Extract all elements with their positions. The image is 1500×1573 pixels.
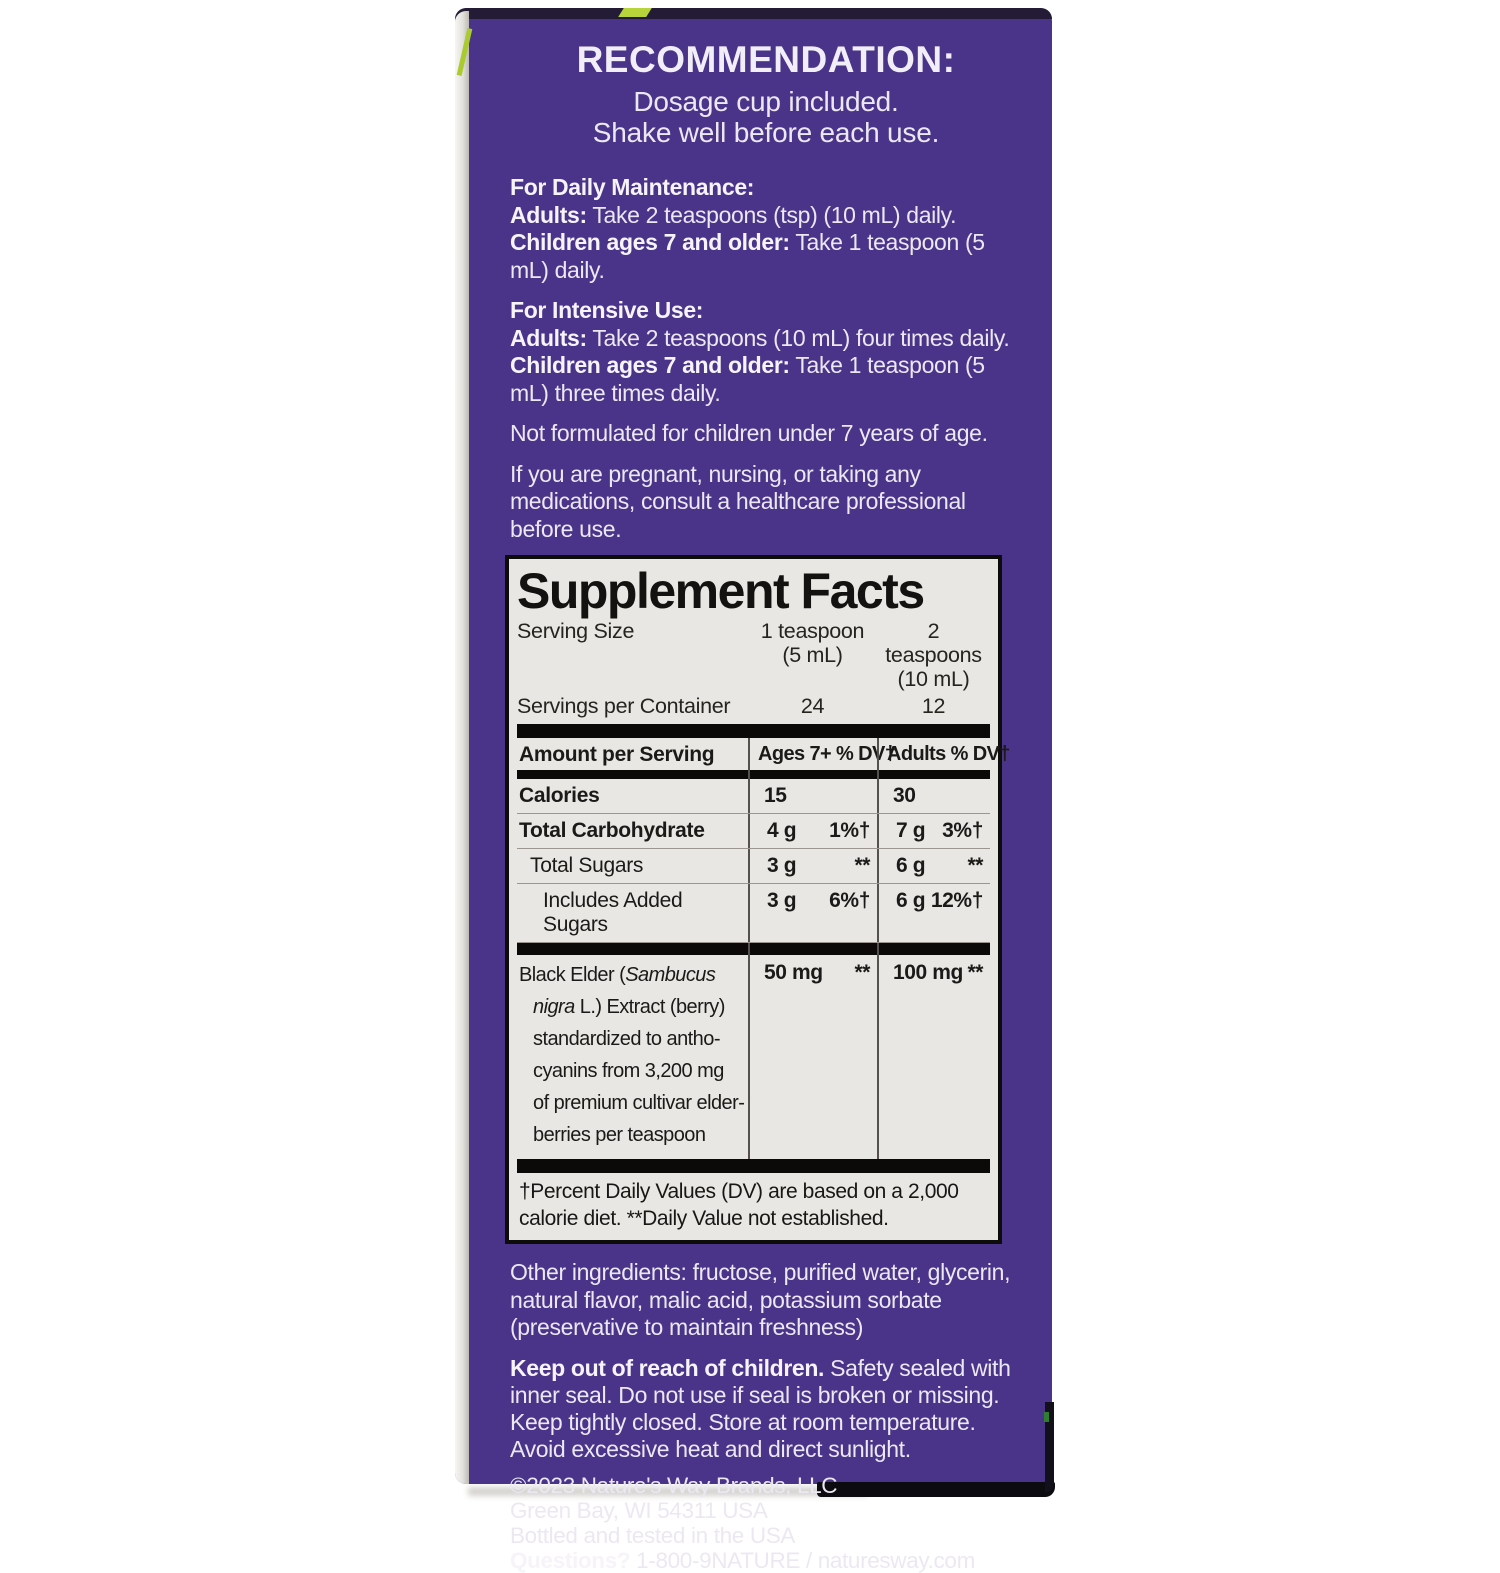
age-restriction-note: Not formulated for children under 7 years of age. [510, 420, 988, 446]
serving-size-label: Serving Size [517, 619, 635, 643]
bottom-divider-bar [517, 1159, 990, 1173]
facts-row-total-carbohydrate: Total Carbohydrate 4 g 1%† 7 g 3%† [517, 814, 990, 849]
facts-row-calories: Calories 15 30 [517, 779, 990, 814]
daily-children-label: Children ages 7 and older: [510, 229, 790, 255]
amount-per-serving-header: Amount per Serving [519, 743, 715, 766]
mid-divider-row [517, 943, 990, 955]
keep-out-of-reach-label: Keep out of reach of children. [510, 1354, 825, 1381]
intensive-use-title: For Intensive Use: [510, 297, 704, 323]
serving-size-col2: 2 teaspoons (10 mL) [885, 619, 982, 691]
product-box-panel [455, 8, 1052, 1573]
questions-line [510, 1548, 1022, 1573]
daily-adults-text: Take 2 teaspoons (tsp) (10 mL) daily. [586, 201, 957, 228]
supplement-facts-title: Supplement Facts [517, 563, 924, 619]
daily-value-footnote: †Percent Daily Values (DV) are based on a 2,000 calorie diet. **Daily Value not established. [519, 1180, 959, 1230]
dosage-cup-note: Dosage cup included. [633, 86, 899, 117]
other-ingredients-text: fructose, purified water, glycerin, natural flavor, malic acid, potassium sorbate (preservative to maintain freshness) [510, 1259, 1011, 1340]
thick-divider-bar [517, 724, 990, 738]
intensive-adults-text: Take 2 teaspoons (10 mL) four times daily. [586, 324, 1010, 351]
questions-label: Questions? [510, 1547, 631, 1573]
serving-size-row [517, 619, 990, 691]
facts-row-total-sugars: Total Sugars 3 g ** 6 g ** [517, 849, 990, 884]
storage-warning [510, 1355, 1022, 1463]
lime-accent-sliver-top [618, 8, 652, 17]
ages7-dv-header: Ages 7+ % DV† [748, 738, 877, 770]
other-ingredients-label: Other ingredients: [510, 1259, 687, 1285]
bottled-line: Bottled and tested in the USA [510, 1522, 796, 1548]
servings-per-container-row [517, 694, 990, 718]
facts-row-black-elder: Black Elder (Sambucus nigra L.) Extract (berry) standardized to antho- cyanins from 3,200 mg of premium cultivar elder- berries per teaspoon 50 mg ** 100 mg ** [517, 955, 990, 1159]
daily-children-text: Take 1 teaspoon (5 mL) daily. [510, 229, 985, 283]
pregnancy-warning: If you are pregnant, nursing, or taking any medications, consult a healthcare professional before use. [510, 460, 966, 542]
recommendation-heading: RECOMMENDATION: [576, 39, 956, 80]
address-line: Green Bay, WI 54311 USA [510, 1497, 768, 1523]
daily-adults-label: Adults: [510, 201, 587, 228]
servings-count-col2: 12 [921, 694, 946, 718]
other-ingredients [510, 1259, 1022, 1342]
daily-maintenance-title: For Daily Maintenance: [510, 174, 755, 200]
intensive-children-text: Take 1 teaspoon (5 mL) three times daily. [510, 352, 985, 406]
intensive-use-directions [510, 297, 1022, 407]
company-info-block [510, 1473, 1022, 1573]
questions-contact: 1-800-9NATURE / naturesway.com [630, 1547, 975, 1573]
shake-well-note: Shake well before each use. [592, 117, 940, 148]
panel-content [455, 8, 1052, 1573]
copyright-line: ©2023 Nature's Way Brands, LLC [510, 1472, 838, 1498]
serving-size-col1: 1 teaspoon (5 mL) [760, 619, 865, 667]
supplement-facts-panel [505, 555, 1010, 1244]
daily-maintenance-directions [510, 174, 1022, 284]
servings-count-col1: 24 [800, 694, 825, 718]
adults-dv-header: Adults % DV† [877, 738, 990, 770]
black-elder-ingredient-name: Black Elder (Sambucus nigra L.) Extract (berry) standardized to antho- cyanins from 3,200 mg of premium cultivar elder- berries per teaspoon [519, 964, 745, 1146]
servings-per-container-label: Servings per Container [517, 694, 731, 718]
intensive-children-label: Children ages 7 and older: [510, 352, 790, 378]
facts-row-added-sugars: Includes Added Sugars 3 g 6%† 6 g 12%† [517, 884, 990, 943]
storage-warning-text: Safety sealed with inner seal. Do not use if seal is broken or missing. Keep tightly closed. Store at room temperature. Avoid excessive heat and direct sunlight. [510, 1354, 1011, 1462]
facts-header-row [517, 738, 1010, 770]
intensive-adults-label: Adults: [510, 324, 587, 351]
header-underline-row [517, 770, 990, 779]
